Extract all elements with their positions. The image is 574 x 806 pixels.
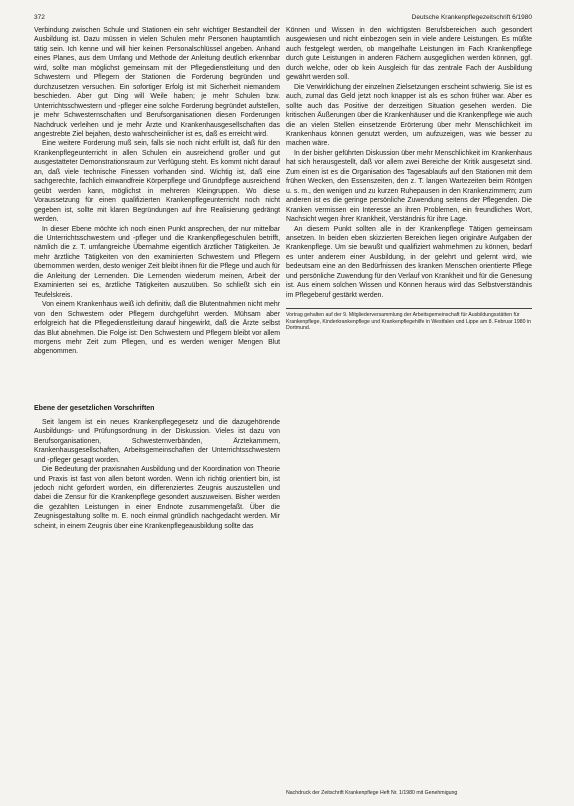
body-paragraph: Verbindung zwischen Schule und Stationen ein sehr wichtiger Bestandteil der Ausbildung ist. Dazu müssen in vielen Schulen mehr Personen hauptamtlich tätig sein. Ich kenne und will hier keinen Personalschlüssel angeben. Anhand eines Planes, aus dem Umfang und Methode der Anleitung deutlich erkennbar wird, sollte man möglichst gemeinsam mit der Pflegedienstleitung und den Schwestern und Pflegern der Stationen die Forderung begründen und durchzusetzen versuchen. Ein sofortiger Erfolg ist mit Sicherheit niemandem beschieden. Aber gut Ding will Weile haben; je mehr Schulen bzw. Unterrichtsschwestern und -pfleger eine solche Forderung begründet aufstellen, je mehr Schwesternschaften und Berufsorganisationen diesen Forderungen Nachdruck verleihen und je mehr Ärzte und Krankenhausgesellschaften das angestrebte Ziel bejahen, desto wahrscheinlicher ist es, daß es erreicht wird.: [34, 27, 280, 138]
copyright-notice: Nachdruck der Zeitschrift Krankenpflege Heft Nr. 1/1980 mit Genehmigung: [286, 790, 458, 796]
page-number: 372: [34, 14, 45, 21]
body-paragraph: In der bisher geführten Diskussion über mehr Menschlichkeit im Krankenhaus hat sich herausgestellt, daß vor allem zwei Bereiche der Kritik ausgesetzt sind. Zum einen ist es die Organisation des Tagesablaufs auf den Stationen mit dem frühen Wecken, den Essenszeiten, den z. T. langen Wartezeiten beim Röntgen u. s. m., den wenigen und zu kurzen Ruhepausen in den Krankenzimmern; zum anderen ist es die geringe persönliche Zuwendung seitens der Pflegenden. Die Kranken vermissen ein Interesse an ihren Problemen, ein freundliches Wort, Nachsicht wegen ihrer Krankheit, Verständnis für ihre Lage.: [286, 149, 532, 224]
body-paragraph: Von einem Krankenhaus weiß ich definitiv, daß die Blutentnahmen nicht mehr von den Schwestern oder Pflegern durchgeführt werden. Mühsam aber erfolgreich hat die Pflegedienstleitung darauf hingewirkt, daß die Ärzte selbst das Blut abnehmen. Die Folge ist: Den Schwestern und Pflegern bleibt vor allem morgens mehr Zeit zum Pflegen, und es werden weniger Mengen Blut abgenommen.: [34, 301, 280, 356]
body-paragraph: Können und Wissen in den wichtigsten Berufsbereichen auch gesondert ausgewiesen und nicht einbezogen sein in viele andere Leistungen. Es müßte auch festgelegt werden, ob mangelhafte Leistungen im Fach Krankenpflege durch gute Leistungen in anderen Fächern ausgeglichen werden können, ggf. durch welche, oder ob kein Ausgleich für das zentrale Fach der Ausbildung gewährt werden soll.: [286, 27, 532, 82]
body-paragraph: Die Bedeutung der praxisnahen Ausbildung und der Koordination von Theorie und Praxis ist fast von allen betont worden. Wenn ich richtig orientiert bin, ist jedoch nicht gefordert worden, ein differenziertes Zeugnis auszustellen und dabei die Zensur für die Krankenpflege gesondert auszuweisen. Bisher werden die gezahlten Leistungen in einer Endnote zusammengefaßt. Über die Zeugnisgestaltung sollte m. E. noch einmal gründlich nachgedacht werden. Mir scheint, in einem Zeugnis über eine Krankenpflegeausbildung sollte das: [34, 466, 280, 530]
body-paragraph: Eine weitere Forderung muß sein, falls sie noch nicht erfüllt ist, daß für den Krankenpflegeunterricht in allen Schulen ein ausreichend großer und gut ausgestatteter Demonstrationsraum zur Verfügung steht. Es kommt nicht darauf an, daß viele technische Finessen vorhanden sind. Wichtig ist, daß eine sachgerechte, fachlich einwandfreie Körperpflege und Grundpflege ausreichend geübt werden kann, möglichst in mehreren Kleingruppen. Wo diese Voraussetzung für einen qualifizierten Krankenpflegeunterricht noch nicht gegeben ist, sollte mit klaren Begründungen auf ihre Realisierung gedrängt werden.: [34, 140, 280, 224]
body-paragraph: Seit langem ist ein neues Krankenpflegegesetz und die dazugehörende Ausbildungs- und Prüfungsordnung in der Diskussion. Vieles ist dazu von Berufsorganisationen, Schwesternverbänden, Ärztekammern, Krankenhausgesellschaften, Arbeitsgemeinschaften der Unterrichtsschwestern und -pfleger gesagt worden.: [34, 418, 280, 464]
column-gap: [34, 357, 280, 393]
body-paragraph: An diesem Punkt sollten alle in der Krankenpflege Tätigen gemeinsam ansetzen. In beiden eben skizzierten Bereichen liegen originäre Aufgaben der Krankenpflege. Um sie bewußt und qualifiziert wahrnehmen zu können, bedarf es unter anderem einer Ausbildung, in der gelehrt und gelernt wird, wie bedeutsam eine an den Bedürfnissen des kranken Menschen orientierte Pflege und persönliche Zuwendung für den Verlauf von Krankheit und für die Genesung ist. Aus einem solchen Wissen und Können heraus wird das Selbstverständnis im Pflegeberuf gestärkt werden.: [286, 225, 532, 299]
left-column: [34, 26, 280, 531]
running-head: Deutsche Krankenpflegezeitschrift 6/1980: [411, 14, 532, 21]
body-paragraph: Die Verwirklichung der einzelnen Zielsetzungen erscheint schwierig. Sie ist es auch, zumal das Geld jetzt noch knapper ist als es schon früher war. Aber es sollte auch das Positive der derzeitigen Situation gesehen werden. Die kritischen Äußerungen über die Krankenhäuser und die Krankenpflege wie auch die an vielen Stellen einsetzende Erörterung über mehr Menschlichkeit im Krankenhaus können genutzt werden, um aufzuzeigen, was wie besser zu machen wäre.: [286, 83, 532, 148]
body-paragraph: In dieser Ebene möchte ich noch einen Punkt ansprechen, der nur mittelbar die Unterrichtsschwestern und -pfleger und die Krankenpflegeschulen betrifft, nämlich die z. T. umfangreiche Übernahme eigentlich ärztlicher Tätigkeiten. Je mehr ärztliche Tätigkeiten von den examinierten Schwestern und Pflegern übernommen werden, desto weniger Zeit bleibt ihnen für die Pflege und auch für die Anleitung der Lernenden. Die Lernenden wiederum meinen, Arbeit der Examinierten sei es, ärztliche Tätigkeiten auszuüben. So schließt sich ein Teufelskreis.: [34, 225, 280, 299]
right-column: [286, 26, 532, 332]
footnote: Vortrag gehalten auf der 9. Mitgliederversammlung der Arbeitsgemeinschaft für Ausbildungsstätten für Krankenpflege, Kinderkrankenpflege und Krankenpflegehilfe in Westfalen und Lippe am 8. Februar 1980 in Dortmund.: [286, 308, 532, 332]
section-heading: Ebene der gesetzlichen Vorschriften: [34, 404, 155, 412]
